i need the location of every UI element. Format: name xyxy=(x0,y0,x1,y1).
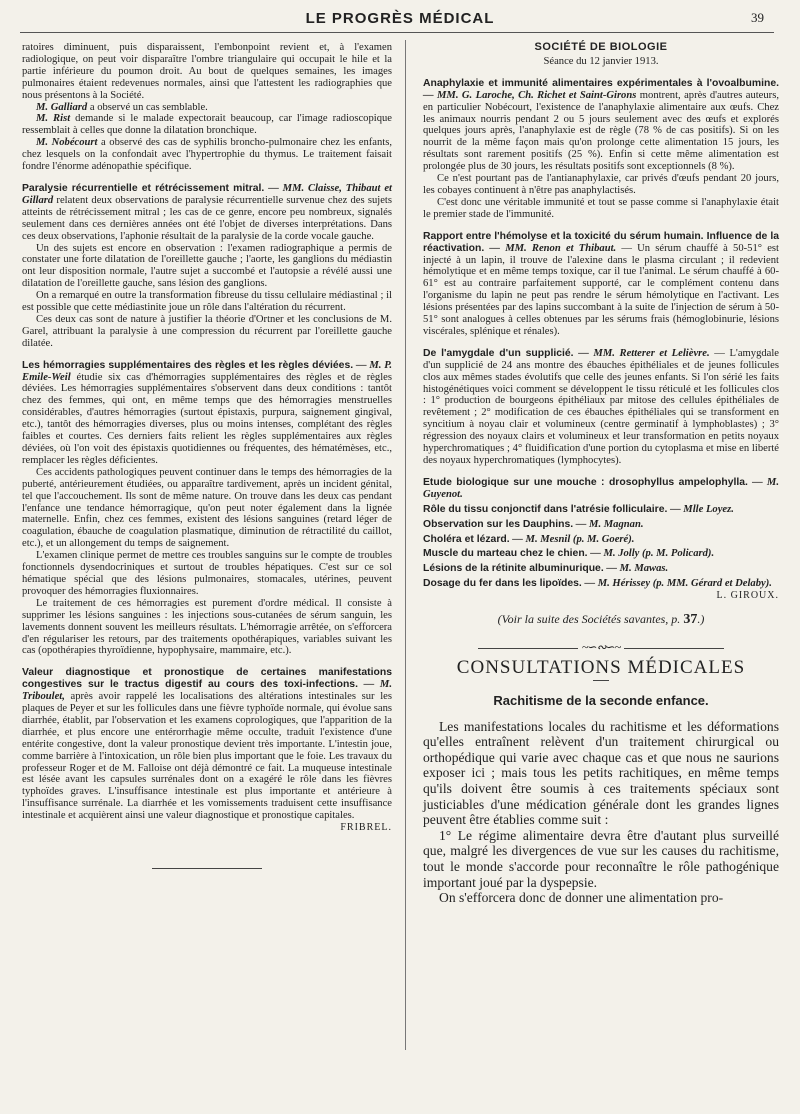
short-communications xyxy=(423,477,779,602)
paragraph: Ces deux cas sont de nature à justifier la théorie d'Ortner et les conclusions de M. Garel, attribuant la paralysie à une compression du récurrent par l'oreillette gauche dilatée. xyxy=(22,313,392,349)
column-end-rule xyxy=(152,868,262,869)
communication-title: Rapport entre l'hémolyse et la toxicité du sérum humain. Influence de la réactivation. xyxy=(423,230,779,254)
speaker-name: M. Nobécourt xyxy=(36,137,98,149)
list-item xyxy=(423,578,779,590)
item-title: Observation sur les Dauphins. xyxy=(423,518,574,530)
paragraph-text: montrent, après d'autres auteurs, en particulier Nobécourt, l'existence de l'anaphylaxie alimentaire aux œufs. Chez les animaux nourris pendant 2 ou 5 jours seulement avec des œufs et explorés quelques jours après, l'anaphylaxie est de règle (78 % de cas positifs). Si on les nourrit de la même façon mais qu'on prolonge cette alimentation 15 jours, les résultats sont rarement positifs (25 %). Enfin si cette même alimentation est prolongée plus de 30 jours, les résultats positifs sont exceptionnels (8 %). xyxy=(423,89,779,173)
item-title: Rôle du tissu conjonctif dans l'atrésie folliculaire. xyxy=(423,503,668,515)
item-authors: — M. Hérissey (p. MM. Gérard et Delaby). xyxy=(584,578,772,590)
paragraph-text: — Un sérum chauffé à 50-51° est injecté à un lapin, il trouve de l'alexine dans le plasma circulant ; il redevient hémolytique et en même temps toxique, car il tue l'animal. Le sérum chauffé à 60-61° est au contraire parfaitement supporté, car le complément contenu dans l'organisme du lapin ne peut pas rendre le sérum hémolytique en l'activant. Les lésions présentées par des lapins succombant à la suite de l'injection de sérum à 50-51° sont analogues à celles obtenues par les sérums frais (hémoglobinurie, lésions viscérales, splénique et rénales). xyxy=(423,242,779,337)
item-authors: — M. Magnan. xyxy=(575,518,644,530)
communication xyxy=(22,183,392,350)
continuation-end: .) xyxy=(697,612,705,627)
paragraph xyxy=(22,137,392,173)
continuation-text: (Voir la suite des Sociétés savantes, p. xyxy=(497,612,684,627)
article-title: Rachitisme de la seconde enfance. xyxy=(493,692,709,708)
communication-authors: — MM. Claisse, Thibaut et Gillard xyxy=(22,182,392,206)
paragraph: ratoires diminuent, puis disparaissent, l'embonpoint revient et, à l'examen radiologique, on peut voir disparaître l'ombre triangulaire qui occupait le hile et la partie inférieure du poumon droit. Au bout de quelques semaines, les images pulmonaires étaient redevenues normales, ainsi que l'attestent les radiographies que nous présentons à la Société. xyxy=(22,42,392,101)
paragraph-text: étudie six cas d'hémorragies supplémentaires des règles et de règles déviées. Les hémorragies supplémentaires s'observent dans deux conditions : tantôt chez des femmes, qui ont, en même temps que des hémorragies menstruelles considérables, d'autres hémorragies (surtout épistaxis, purpura, saignement gingival, etc.), tantôt des hémorragies diverses, plus ou moins intenses, complétant des règles faibles et courtes. Ces derniers faits relient les règles supplémentaires aux règles déviées, où l'on voit des épistaxis quotidiennes ou fréquentes, des hématémèses, etc., remplacer les règles déficientes. xyxy=(22,371,392,466)
communication-heading xyxy=(423,78,779,173)
paragraph xyxy=(22,102,392,114)
paragraph: Un des sujets est encore en observation : l'examen radiographique a permis de constater une forte dilatation de l'oreillette gauche ; l'aorte, les ganglions du médiastin ont leur disposition normale, l'autre sujet a succombé et l'autopsie a révélé aussi une dilatation de l'oreillette gauche, sans lésion des ganglions. xyxy=(22,242,392,290)
paragraph-text: a observé des cas de syphilis broncho-pulmonaire chez les enfants, chez lesquels on la confondait avec l'hypertrophie du thymus. Le traitement faisait fondre l'énorme adénopathie spécifique. xyxy=(22,137,392,173)
continuation-note xyxy=(423,614,779,626)
paragraph-text: après avoir rappelé les localisations des altérations intestinales sur les plaques de Peyer et sur les follicules dans une fièvre typhoïde normale, qui évolue sans diarrhée, établit, par l'observation et les examens coprologiques, que l'apparition de la diarrhée, et plus encore une entérorrhagie même occulte, traduit l'existence d'une entérite congestive, dont la valeur pronostique devient très importante. L'intestin joue, comme barrière à l'intoxication, un rôle bien plus important que le foie. Les travaux du professeur Roger et de M. Falloise ont déjà démontré ce fait. La muqueuse intestinale est lésée avant les capsules surrénales dont on a exagéré le rôle dans les fièvres typhoïdes graves. L'insuffisance intestinale est plus importante et antérieure à l'insuffisance surrénale. La diarrhée et les vomissements traduisent cette insuffisance intestinale et acquièrent ainsi une valeur diagnostique et pronostique capitales. xyxy=(22,691,392,822)
paragraph: Ces accidents pathologiques peuvent continuer dans le temps des hémorragies de la puberté, antérieurement étudiées, ou apparaître tardivement, après un incident génital, tel que l'accouchement. Ils sont de même nature. On trouve dans les deux cas pendant l'enfance une tendance hémorragique, qu'on peut noter également dans la lignée maternelle. Enfin, chez ces femmes, existent des lésions sanguines (retard léger de coagulation, ébauche de coagulation plasmatique, diminution de rétractilité du caillot, etc.), et un allongement du temps de saignement. xyxy=(22,466,392,550)
communication-title: Paralysie récurrentielle et rétrécissement mitral. xyxy=(22,182,265,194)
item-authors: — M. Jolly (p. M. Policard). xyxy=(590,548,715,560)
paragraph-text: relatent deux observations de paralysie récurrentielle survenue chez des sujets atteints de rétrécissement mitral ; les cas de ce genre, encore peu nombreux, signalés seulement dans ces dernières années ont été l'objet de diverses interprétations. Dans ces deux observations, l'aphonie résultait de la paralysie de la corde vocale gauche. xyxy=(22,194,392,242)
continuation-page: 37 xyxy=(683,612,698,628)
paragraph: Les manifestations locales du rachitisme et les déformations qu'elles entraînent relèvent d'un traitement chirurgical ou orthopédique qui varie avec chaque cas et que nous ne saurions exposer ici ; mais tous les petits rachitiques, en même temps qu'ils doivent être soumis à ces traitements spéciaux sont justiciables d'une médication générale dont les grandes lignes peuvent être établies comme suit : xyxy=(423,718,779,828)
item-title: Lésions de la rétinite albuminurique. xyxy=(423,563,604,575)
item-title: Muscle du marteau chez le chien. xyxy=(423,548,588,560)
left-column xyxy=(22,42,392,869)
speaker-name: M. Galliard xyxy=(36,101,88,113)
communication-title: Les hémorragies supplémentaires des règles et les règles déviées. xyxy=(22,359,354,371)
page-header xyxy=(0,10,800,30)
list-item xyxy=(423,534,779,546)
paragraph: On a remarqué en outre la transformation fibreuse du tissu cellulaire médiastinal ; il est possible que cette médiastinite joue un rôle dans l'altération du récurrent. xyxy=(22,290,392,314)
communication-heading xyxy=(22,667,392,822)
journal-title: LE PROGRÈS MÉDICAL xyxy=(305,10,495,27)
communication xyxy=(423,231,779,338)
header-rule xyxy=(20,32,774,33)
communication-heading xyxy=(22,183,392,243)
item-authors: — M. Guyenot. xyxy=(423,476,780,500)
author-signature: L. GIROUX. xyxy=(716,590,779,602)
page-number: 39 xyxy=(751,10,764,25)
communication xyxy=(423,348,779,467)
speaker-name: M. Rist xyxy=(36,113,71,125)
list-item xyxy=(423,563,779,575)
communication-authors: — M. Triboulet, xyxy=(22,679,392,703)
communication-authors: — MM. G. Laroche, Ch. Richet et Saint-Girons xyxy=(423,89,637,101)
item-authors: — Mlle Loyez. xyxy=(670,503,734,515)
article-body xyxy=(423,719,779,906)
paragraph xyxy=(22,113,392,137)
column-divider xyxy=(405,40,406,1050)
list-item xyxy=(423,504,779,516)
society-title: SOCIÉTÉ DE BIOLOGIE xyxy=(534,41,668,53)
communication xyxy=(22,360,392,658)
communication-heading xyxy=(423,231,779,338)
communication-heading xyxy=(22,360,392,467)
ornament-divider xyxy=(423,639,779,654)
communication xyxy=(22,667,392,834)
communication-authors: — MM. Renon et Thibaut. xyxy=(489,242,617,254)
paragraph-text: — L'amygdale d'un supplicié de 24 ans montre des ébauches épithéliales et de jeunes follicules clos aux mêmes stades évolutifs que celle des jeunes enfants. Si l'on sérié les faits histogénétiques voici comment se développent le tissu réticulé et les follicules clos : 1° production de bourgeons épithéliaux par mitose des cellules épithéliales de revêtement ; 2° modification de ces ébauches épithéliales qui se transforment en syncitium à noyau clair et volumineux (centre germinatif à lymphoblastes) ; 3° régression des noyaux clairs et volumineux et leur transformation en petits noyaux hyperchromatiques ; 4° fluidification d'une portion du cytoplasma et mise en liberté des noyaux hyperchromatiques (lymphocytes). xyxy=(423,347,780,466)
communication-title: Anaphylaxie et immunité alimentaires expérimentales à l'ovoalbumine. xyxy=(423,77,779,89)
item-title: Choléra et lézard. xyxy=(423,533,510,545)
session-date: Séance du 12 janvier 1913. xyxy=(543,55,659,67)
ornament-icon: ~∽∾∽~ xyxy=(581,639,621,654)
paragraph: On s'efforcera donc de donner une alimentation pro- xyxy=(439,890,724,906)
list-item xyxy=(423,548,779,560)
list-item xyxy=(423,519,779,531)
communication-title: De l'amygdale d'un supplicié. xyxy=(423,347,574,359)
author-signature: FRIBREL. xyxy=(340,822,392,834)
item-authors: — M. Mesnil (p. M. Goeré). xyxy=(512,533,635,545)
paragraph: 1° Le régime alimentaire devra être d'autant plus surveillé que, malgré les divergences de vue sur les causes du rachitisme, tout le monde s'accorde pour reconnaître le rôle pathogénique important joué par la dyspepsie. xyxy=(423,827,779,890)
section-title: CONSULTATIONS MÉDICALES xyxy=(456,656,746,678)
item-authors: — M. Mawas. xyxy=(606,563,669,575)
paragraph-text: a observé un cas semblable. xyxy=(87,101,208,113)
paragraph: Ce n'est pourtant pas de l'antianaphylaxie, car privés d'œufs pendant 20 jours, les cobayes continuent à n'être pas anaphylactisés. xyxy=(423,173,779,196)
list-item xyxy=(423,477,779,501)
paragraph-text: demande si le malade expectorait beaucoup, car l'image radioscopique ressemblait à celles que donne la dilatation bronchique. xyxy=(22,113,392,137)
communication-authors: — MM. Retterer et Lelièvre. xyxy=(578,347,710,359)
communication-title: Valeur diagnostique et pronostique de certaines manifestations congestives sur le tractus digestif au cours des toxi-infections. xyxy=(22,667,392,691)
paragraph: L'examen clinique permet de mettre ces troubles sanguins sur le compte de troubles fonctionnels dysendocriniques et surtout de troubles hépatiques. C'est sur ce sol hématique spécial que des lésions pulmonaires, stomacales, utérines, peuvent provoquer des hémorragies fluxionnaires. xyxy=(22,550,392,597)
paragraph: C'est donc une véritable immunité et tout se passe comme si l'anaphylaxie était le premier stade de l'immunité. xyxy=(423,196,779,220)
paragraph: Le traitement de ces hémorragies est purement d'ordre médical. Il consiste à supprimer les lésions sanguines : les injections sous-cutanées de sérum sanguin, les lavements donnent souvent les meilleurs résultats. L'hémorragie arrêtée, on s'efforcera d'en régulariser les retours, par des traitements opothérapiques, variables suivant les cas (opothérapies thyroïdienne, hypophysaire, mammaire, etc.). xyxy=(22,597,392,657)
title-rule xyxy=(593,680,609,681)
item-title: Dosage du fer dans les lipoïdes. xyxy=(423,578,582,590)
item-title: Etude biologique sur une mouche : drosophyllus ampelophylla. xyxy=(423,476,748,488)
communication-authors: — M. P. Emile-Weil xyxy=(22,359,393,383)
communication-heading xyxy=(423,348,779,467)
right-column xyxy=(423,42,779,906)
